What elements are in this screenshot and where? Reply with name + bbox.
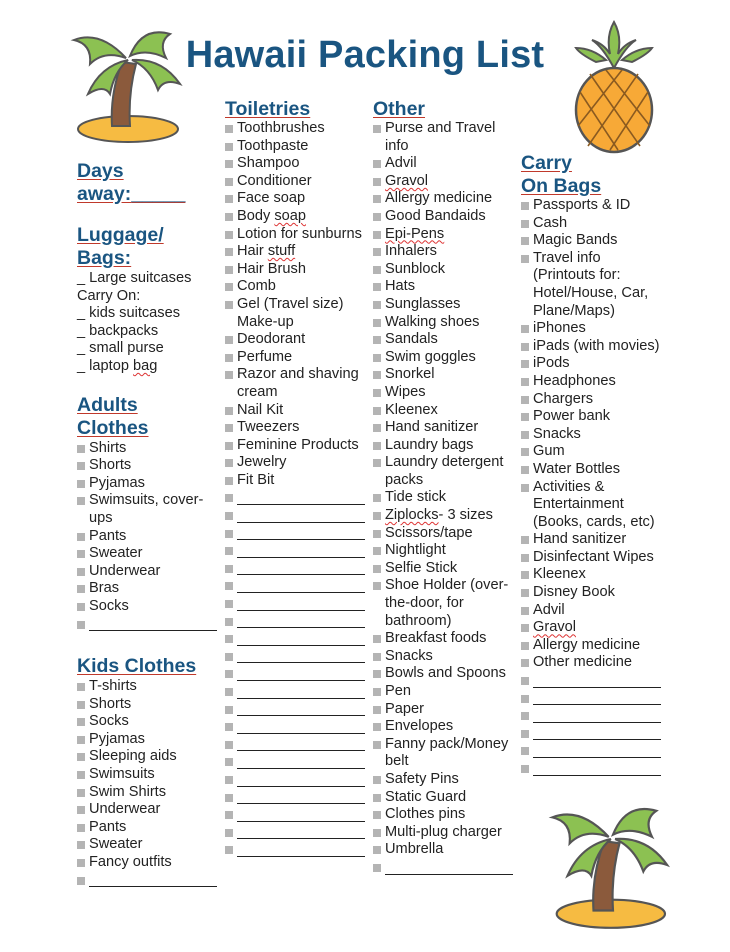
list-item: Deodorant [225,331,365,349]
list-item: Allergy medicine [373,190,513,208]
list-item: Shoe Holder (over-the-door, for bathroom) [373,577,513,630]
list-item: Disney Book [521,584,661,602]
list-item: Feminine Products [225,437,365,455]
luggage-line: _ small purse [77,340,164,357]
list-item: Fanny pack/Money belt [373,736,513,771]
list-item: Face soap [225,190,365,208]
other-list [373,120,513,877]
list-item: Good Bandaids [373,208,513,226]
list-item: Clothes pins [373,806,513,824]
list-item: Wipes [373,384,513,402]
list-item: Purse and Travel info [373,120,513,155]
list-item: Shirts [77,440,217,458]
toiletries-list [225,120,365,489]
carry-on-heading: Carry On Bags [521,152,602,197]
list-item: Advil [521,602,661,620]
toiletries-heading: Toiletries [225,98,311,120]
blank-line-item [77,872,217,890]
luggage-line: Carry On: [77,287,141,304]
list-item: iPods [521,355,661,373]
blank-line-item [225,542,365,560]
list-item: Socks [77,598,217,616]
list-item: Walking shoes [373,314,513,332]
list-item: Sweater [77,545,217,563]
blank-line-item [225,841,365,859]
list-item: Sandals [373,331,513,349]
list-item: Sweater [77,836,217,854]
list-item: Underwear [77,801,217,819]
blank-line-item [225,824,365,842]
list-item: Bras [77,580,217,598]
blank-line-item [225,736,365,754]
list-item: Advil [373,155,513,173]
list-item: Epi-Pens [373,226,513,244]
adults-clothes-list [77,440,217,634]
list-item: Tide stick [373,489,513,507]
list-item: Selfie Stick [373,560,513,578]
list-item: iPads (with movies) [521,338,661,356]
blank-line-item [521,690,661,708]
blank-line-item [225,648,365,666]
list-item: Umbrella [373,841,513,859]
blank-line-item [225,683,365,701]
list-item: Lotion for sunburns [225,226,365,244]
list-item: Kleenex [521,566,661,584]
list-item: Swimsuits [77,766,217,784]
list-item: Snorkel [373,366,513,384]
list-item: Power bank [521,408,661,426]
toiletries-blank-list [225,489,365,858]
list-item: Gel (Travel size) Make-up [225,296,365,331]
list-item: Conditioner [225,173,365,191]
list-item: iPhones [521,320,661,338]
list-item: Gravol [373,173,513,191]
luggage-line: _ laptop bag [77,357,158,374]
list-item: Ziplocks- 3 sizes [373,507,513,525]
list-item: Fancy outfits [77,854,217,872]
list-item: Razor and shaving cream [225,366,365,401]
blank-line-item [225,665,365,683]
list-item: Water Bottles [521,461,661,479]
kids-clothes-list [77,678,217,889]
list-item: Jewelry [225,454,365,472]
list-item: Toothpaste [225,138,365,156]
list-item: Pants [77,528,217,546]
list-item: Multi-plug charger [373,824,513,842]
list-item: Inhalers [373,243,513,261]
list-item: Bowls and Spoons [373,665,513,683]
list-item: Sleeping aids [77,748,217,766]
list-item: Comb [225,278,365,296]
blank-line-item [521,672,661,690]
list-item: Laundry bags [373,437,513,455]
blank-line-item [225,718,365,736]
blank-line-item [225,560,365,578]
list-item: Paper [373,701,513,719]
list-item: Toothbrushes [225,120,365,138]
list-item: Envelopes [373,718,513,736]
list-item: Body soap [225,208,365,226]
list-item: Hand sanitizer [521,531,661,549]
list-item: Headphones [521,373,661,391]
adults-clothes-heading: Adults Clothes [77,393,149,439]
column-other [373,98,513,877]
list-item: Chargers [521,391,661,409]
list-item: Hats [373,278,513,296]
column-carry-on [521,152,661,778]
list-item: Travel info (Printouts for: Hotel/House, Car, Plane/Maps) [521,250,661,320]
list-item: Swim Shirts [77,784,217,802]
list-item: Magic Bands [521,232,661,250]
list-item: Snacks [521,426,661,444]
blank-line-item [225,701,365,719]
blank-line-item [225,789,365,807]
list-item: Pants [77,819,217,837]
list-item: Nail Kit [225,402,365,420]
carry-on-list [521,197,661,672]
list-item: Allergy medicine [521,637,661,655]
blank-line-item [225,806,365,824]
blank-line-item [373,859,513,877]
list-item: Static Guard [373,789,513,807]
carry-on-blank-list [521,672,661,778]
blank-line-item [225,771,365,789]
list-item: Snacks [373,648,513,666]
list-item: Nightlight [373,542,513,560]
list-item: Shorts [77,457,217,475]
list-item: Socks [77,713,217,731]
list-item: Sunglasses [373,296,513,314]
page-title: Hawaii Packing List [185,34,545,76]
list-item: Sunblock [373,261,513,279]
list-item: Tweezers [225,419,365,437]
list-item: Hand sanitizer [373,419,513,437]
blank-line-item [225,613,365,631]
list-item: Shorts [77,696,217,714]
blank-line-item [225,577,365,595]
list-item: Perfume [225,349,365,367]
list-item: Swim goggles [373,349,513,367]
palm-tree-icon [548,800,678,930]
blank-line-item [225,525,365,543]
list-item: Other medicine [521,654,661,672]
blank-line-item [225,753,365,771]
list-item: Scissors/tape [373,525,513,543]
list-item: Hair stuff [225,243,365,261]
list-item: Breakfast foods [373,630,513,648]
list-item: Laundry detergent packs [373,454,513,489]
list-item: Pyjamas [77,731,217,749]
list-item: Gum [521,443,661,461]
days-heading: Days away:_____ [77,160,186,205]
blank-line-item [225,630,365,648]
blank-line-item [521,760,661,778]
list-item: Shampoo [225,155,365,173]
luggage-line: _ kids suitcases [77,305,181,322]
list-item: Pen [373,683,513,701]
list-item: Pyjamas [77,475,217,493]
blank-line-item [225,595,365,613]
blank-line-item [521,742,661,760]
list-item: Passports & ID [521,197,661,215]
luggage-line: _ backpacks [77,322,159,339]
list-item: Underwear [77,563,217,581]
luggage-line: _ Large suitcases [77,270,192,286]
blank-line-item [225,507,365,525]
luggage-list [77,270,217,376]
blank-line-item [77,616,217,634]
list-item: Disinfectant Wipes [521,549,661,567]
list-item: Fit Bit [225,472,365,490]
list-item: Safety Pins [373,771,513,789]
other-heading: Other [373,98,426,120]
list-item: Swimsuits, cover-ups [77,492,217,527]
list-item: Gravol [521,619,661,637]
blank-line-item [521,725,661,743]
kids-clothes-heading: Kids Clothes [77,655,197,678]
list-item: Hair Brush [225,261,365,279]
list-item: Kleenex [373,402,513,420]
list-item: Activities & Entertainment (Books, cards, etc) [521,479,661,532]
blank-line-item [521,707,661,725]
column-left [77,160,217,889]
list-item: T-shirts [77,678,217,696]
luggage-heading: Luggage/ Bags: [77,224,164,269]
list-item: Cash [521,215,661,233]
column-toiletries [225,98,365,859]
blank-line-item [225,489,365,507]
